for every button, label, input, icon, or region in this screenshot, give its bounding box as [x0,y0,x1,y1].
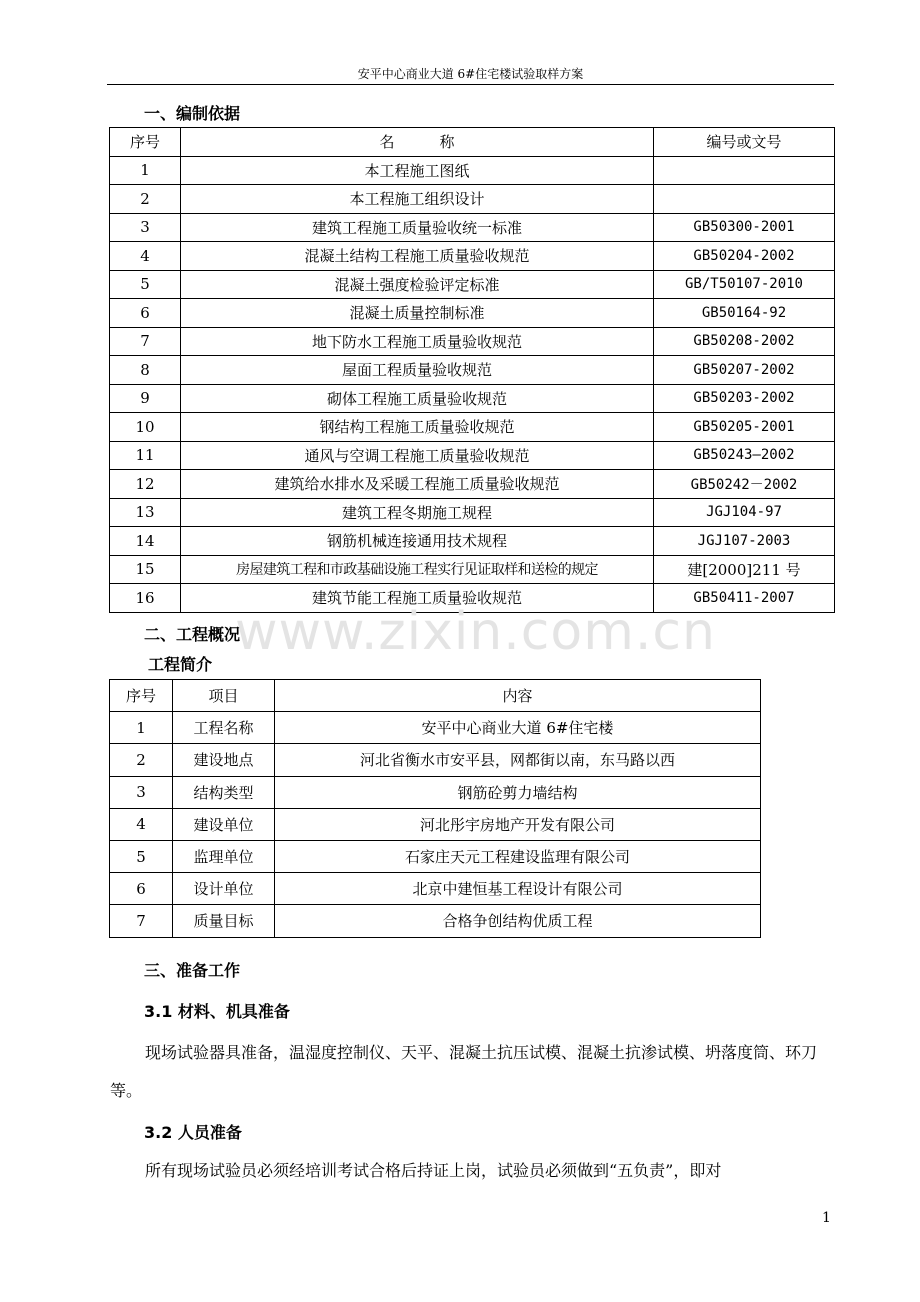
item-label: 质量目标 [173,905,275,937]
document-code: GB50243—2002 [654,441,835,470]
row-index: 10 [110,413,181,442]
table-row [110,527,835,556]
table-row [110,744,761,776]
basis-table [109,127,835,613]
item-content: 河北彤宇房地产开发有限公司 [275,808,761,840]
item-content: 北京中建恒基工程设计有限公司 [275,873,761,905]
table-row [110,776,761,808]
row-index: 6 [110,873,173,905]
document-name: 建筑工程施工质量验收统一标准 [181,213,654,242]
header-cell: 名 称 [181,128,654,157]
row-index: 12 [110,470,181,499]
document-code: GB50207-2002 [654,356,835,385]
header-cell: 项目 [173,680,275,712]
document-name: 砌体工程施工质量验收规范 [181,384,654,413]
row-index: 13 [110,498,181,527]
document-code: GB50300-2001 [654,213,835,242]
overview-table [109,679,761,938]
row-index: 15 [110,555,181,584]
row-index: 14 [110,527,181,556]
personnel-paragraph [110,1152,834,1190]
table-header-row [110,680,761,712]
subsection-3-2-heading: 3.2 人员准备 [144,1123,242,1142]
document-code: GB50411-2007 [654,584,835,613]
row-index: 6 [110,299,181,328]
row-index: 7 [110,905,173,937]
section-3-heading: 三、准备工作 [144,961,241,980]
item-content: 河北省衡水市安平县，网都街以南，东马路以西 [275,744,761,776]
page-number: 1 [822,1210,831,1226]
document-code: GB50205-2001 [654,413,835,442]
document-code: GB50208-2002 [654,327,835,356]
header-cell: 序号 [110,128,181,157]
table-row [110,712,761,744]
table-row [110,156,835,185]
row-index: 3 [110,776,173,808]
section-1-heading: 一、编制依据 [144,104,241,123]
document-code [654,156,835,185]
row-index: 4 [110,808,173,840]
table-row [110,470,835,499]
document-name: 钢结构工程施工质量验收规范 [181,413,654,442]
document-name: 本工程施工图纸 [181,156,654,185]
document-name: 建筑工程冬期施工规程 [181,498,654,527]
row-index: 1 [110,156,181,185]
document-name: 建筑给水排水及采暖工程施工质量验收规范 [181,470,654,499]
document-name: 屋面工程质量验收规范 [181,356,654,385]
table-row [110,498,835,527]
table-row [110,555,835,584]
document-code: JGJ104-97 [654,498,835,527]
materials-paragraph [110,1034,834,1110]
table-row [110,808,761,840]
item-label: 建设单位 [173,808,275,840]
document-name: 混凝土质量控制标准 [181,299,654,328]
document-name: 通风与空调工程施工质量验收规范 [181,441,654,470]
materials-text: 现场试验器具准备，温湿度控制仪、天平、混凝土抗压试模、混凝土抗渗试模、坍落度筒、环刀等。 [110,1043,818,1100]
table-row [110,327,835,356]
document-code: JGJ107-2003 [654,527,835,556]
row-index: 16 [110,584,181,613]
document-name: 地下防水工程施工质量验收规范 [181,327,654,356]
item-label: 监理单位 [173,840,275,872]
header-cell: 内容 [275,680,761,712]
item-label: 工程名称 [173,712,275,744]
row-index: 9 [110,384,181,413]
row-index: 2 [110,185,181,214]
row-index: 8 [110,356,181,385]
item-content: 石家庄天元工程建设监理有限公司 [275,840,761,872]
row-index: 5 [110,270,181,299]
header-cell: 序号 [110,680,173,712]
row-index: 3 [110,213,181,242]
table-row [110,213,835,242]
watermark: www.zixin.com.cn [235,602,716,662]
document-code: GB50242－2002 [654,470,835,499]
row-index: 2 [110,744,173,776]
document-code: GB/T50107-2010 [654,270,835,299]
item-label: 结构类型 [173,776,275,808]
row-index: 11 [110,441,181,470]
table-row [110,356,835,385]
row-index: 5 [110,840,173,872]
table-row [110,840,761,872]
table-row [110,299,835,328]
document-code: GB50164-92 [654,299,835,328]
personnel-text: 所有现场试验员必须经培训考试合格后持证上岗，试验员必须做到“五负责”，即对 [145,1161,722,1180]
row-index: 4 [110,242,181,271]
table-row [110,384,835,413]
section-2-subheading: 工程简介 [148,655,213,674]
table-row [110,873,761,905]
document-name: 混凝土强度检验评定标准 [181,270,654,299]
table-row [110,242,835,271]
table-row [110,441,835,470]
table-row [110,905,761,937]
document-code: 建[2000]211 号 [654,555,835,584]
item-label: 设计单位 [173,873,275,905]
document-name: 钢筋机械连接通用技术规程 [181,527,654,556]
item-content: 钢筋砼剪力墙结构 [275,776,761,808]
table-row [110,413,835,442]
row-index: 1 [110,712,173,744]
document-name: 房屋建筑工程和市政基础设施工程实行见证取样和送检的规定 [181,555,654,584]
table-row [110,185,835,214]
table-row [110,270,835,299]
table-header-row [110,128,835,157]
page-header-title: 安平中心商业大道 6#住宅楼试验取样方案 [357,67,584,81]
document-code: GB50203-2002 [654,384,835,413]
header-cell: 编号或文号 [654,128,835,157]
subsection-3-1-heading: 3.1 材料、机具准备 [144,1002,290,1021]
document-name: 本工程施工组织设计 [181,185,654,214]
document-name: 建筑节能工程施工质量验收规范 [181,584,654,613]
header-divider [107,84,834,85]
item-content: 安平中心商业大道 6#住宅楼 [275,712,761,744]
section-2-heading: 二、工程概况 [144,625,241,644]
document-name: 混凝土结构工程施工质量验收规范 [181,242,654,271]
document-code [654,185,835,214]
item-content: 合格争创结构优质工程 [275,905,761,937]
item-label: 建设地点 [173,744,275,776]
document-code: GB50204-2002 [654,242,835,271]
row-index: 7 [110,327,181,356]
table-row [110,584,835,613]
